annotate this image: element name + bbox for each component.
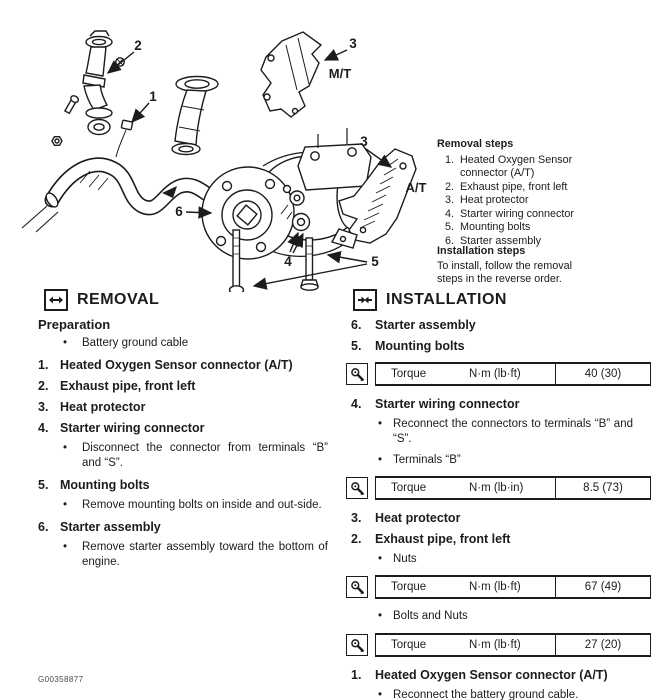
- mt-label: M/T: [328, 66, 352, 81]
- bullet-dot: •: [378, 418, 383, 430]
- removal-heading: REMOVAL: [77, 291, 160, 308]
- removal-item-3: 3. Heat protector: [38, 400, 146, 414]
- removal-section: [36, 288, 340, 576]
- torque-spec-2: [345, 476, 651, 500]
- torque-wrench-icon: [346, 477, 368, 499]
- removal-item-1: 1. Heated Oxygen Sensor connector (A/T): [38, 358, 293, 372]
- installation-loose-bullet: • Bolts and Nuts: [378, 610, 468, 622]
- installation-item-2-bullet: • Nuts: [378, 553, 417, 565]
- bullet-dot: •: [63, 499, 68, 511]
- installation-item-4-bullet-1: • Reconnect the connectors to terminals “B” and “S”.: [378, 418, 633, 445]
- installation-steps-title: Installation steps: [437, 245, 526, 257]
- callout-6: 6: [175, 204, 183, 219]
- removal-steps-legend: [437, 138, 663, 248]
- bullet-dot: •: [378, 610, 383, 622]
- torque-table: Torque N·m (lb·ft) 67 (49): [375, 575, 651, 599]
- installation-heading: INSTALLATION: [386, 291, 507, 308]
- removal-item-6-bullet: • Remove starter assembly toward the bottom of engine.: [63, 541, 328, 568]
- torque-table: Torque N·m (lb·ft) 40 (30): [375, 362, 651, 386]
- installation-arrow-icon: [353, 289, 377, 311]
- torque-spec-3: [345, 575, 651, 599]
- callout-3-mt: 3: [349, 36, 357, 51]
- removal-item-5: 5. Mounting bolts: [38, 478, 150, 492]
- installation-item-2: 2. Exhaust pipe, front left: [351, 532, 511, 546]
- installation-item-1: 1. Heated Oxygen Sensor connector (A/T): [351, 668, 608, 682]
- callout-4: 4: [284, 254, 292, 269]
- figure-code: G00358877: [38, 675, 84, 684]
- heat-protector-mt-drawing: [261, 32, 321, 117]
- torque-spec-1: [345, 362, 651, 386]
- removal-item-6: 6. Starter assembly: [38, 520, 161, 534]
- installation-section: [345, 288, 651, 700]
- preparation-title: Preparation: [38, 317, 111, 332]
- installation-item-5: 5. Mounting bolts: [351, 339, 465, 353]
- preparation-bullet: • Battery ground cable: [63, 337, 189, 349]
- bullet-dot: •: [378, 454, 383, 466]
- removal-header: [36, 288, 340, 312]
- installation-header: [345, 288, 651, 312]
- callout-5: 5: [371, 254, 379, 269]
- callout-3-at: 3: [360, 134, 368, 149]
- installation-item-4-bullet-2: • Terminals “B”: [378, 454, 461, 466]
- callout-1: 1: [149, 89, 157, 104]
- installation-item-1-bullet: • Reconnect the battery ground cable.: [378, 688, 651, 700]
- installation-item-3: 3. Heat protector: [351, 511, 461, 525]
- bullet-dot: •: [378, 553, 383, 565]
- torque-wrench-icon: [346, 363, 368, 385]
- at-label: A/T: [405, 180, 427, 195]
- legend-step: 3. Heat protector: [445, 194, 529, 206]
- bullet-dot: •: [63, 337, 68, 349]
- installation-item-6: 6. Starter assembly: [351, 318, 476, 332]
- torque-wrench-icon: [346, 634, 368, 656]
- torque-wrench-icon: [346, 576, 368, 598]
- legend-step: 6. Starter assembly: [445, 234, 542, 247]
- bullet-dot: •: [378, 689, 383, 700]
- legend-step: 2. Exhaust pipe, front left: [445, 180, 568, 193]
- installation-steps-legend: [437, 245, 652, 287]
- bullet-dot: •: [63, 541, 68, 553]
- torque-table: Torque N·m (lb·ft) 27 (20): [375, 633, 651, 657]
- removal-item-2: 2. Exhaust pipe, front left: [38, 379, 196, 393]
- legend-step: 1. Heated Oxygen Sensor connector (A/T): [445, 153, 573, 179]
- torque-spec-4: [345, 633, 651, 657]
- removal-item-4: 4. Starter wiring connector: [38, 421, 205, 435]
- installation-steps-text: To install, follow the removal steps in the reverse order.: [437, 259, 573, 285]
- legend-step: 5. Mounting bolts: [445, 221, 531, 233]
- removal-steps-title: Removal steps: [437, 138, 514, 150]
- removal-arrow-icon: [44, 289, 68, 311]
- bullet-dot: •: [63, 442, 68, 454]
- legend-step: 4. Starter wiring connector: [445, 207, 575, 220]
- removal-item-5-bullet: • Remove mounting bolts on inside and out-side.: [63, 499, 322, 511]
- callout-2: 2: [134, 38, 142, 53]
- removal-item-4-bullet: • Disconnect the connector from terminals “B” and “S”.: [63, 442, 328, 469]
- torque-table: Torque N·m (lb·in) 8.5 (73): [375, 476, 651, 500]
- installation-item-4: 4. Starter wiring connector: [351, 397, 520, 411]
